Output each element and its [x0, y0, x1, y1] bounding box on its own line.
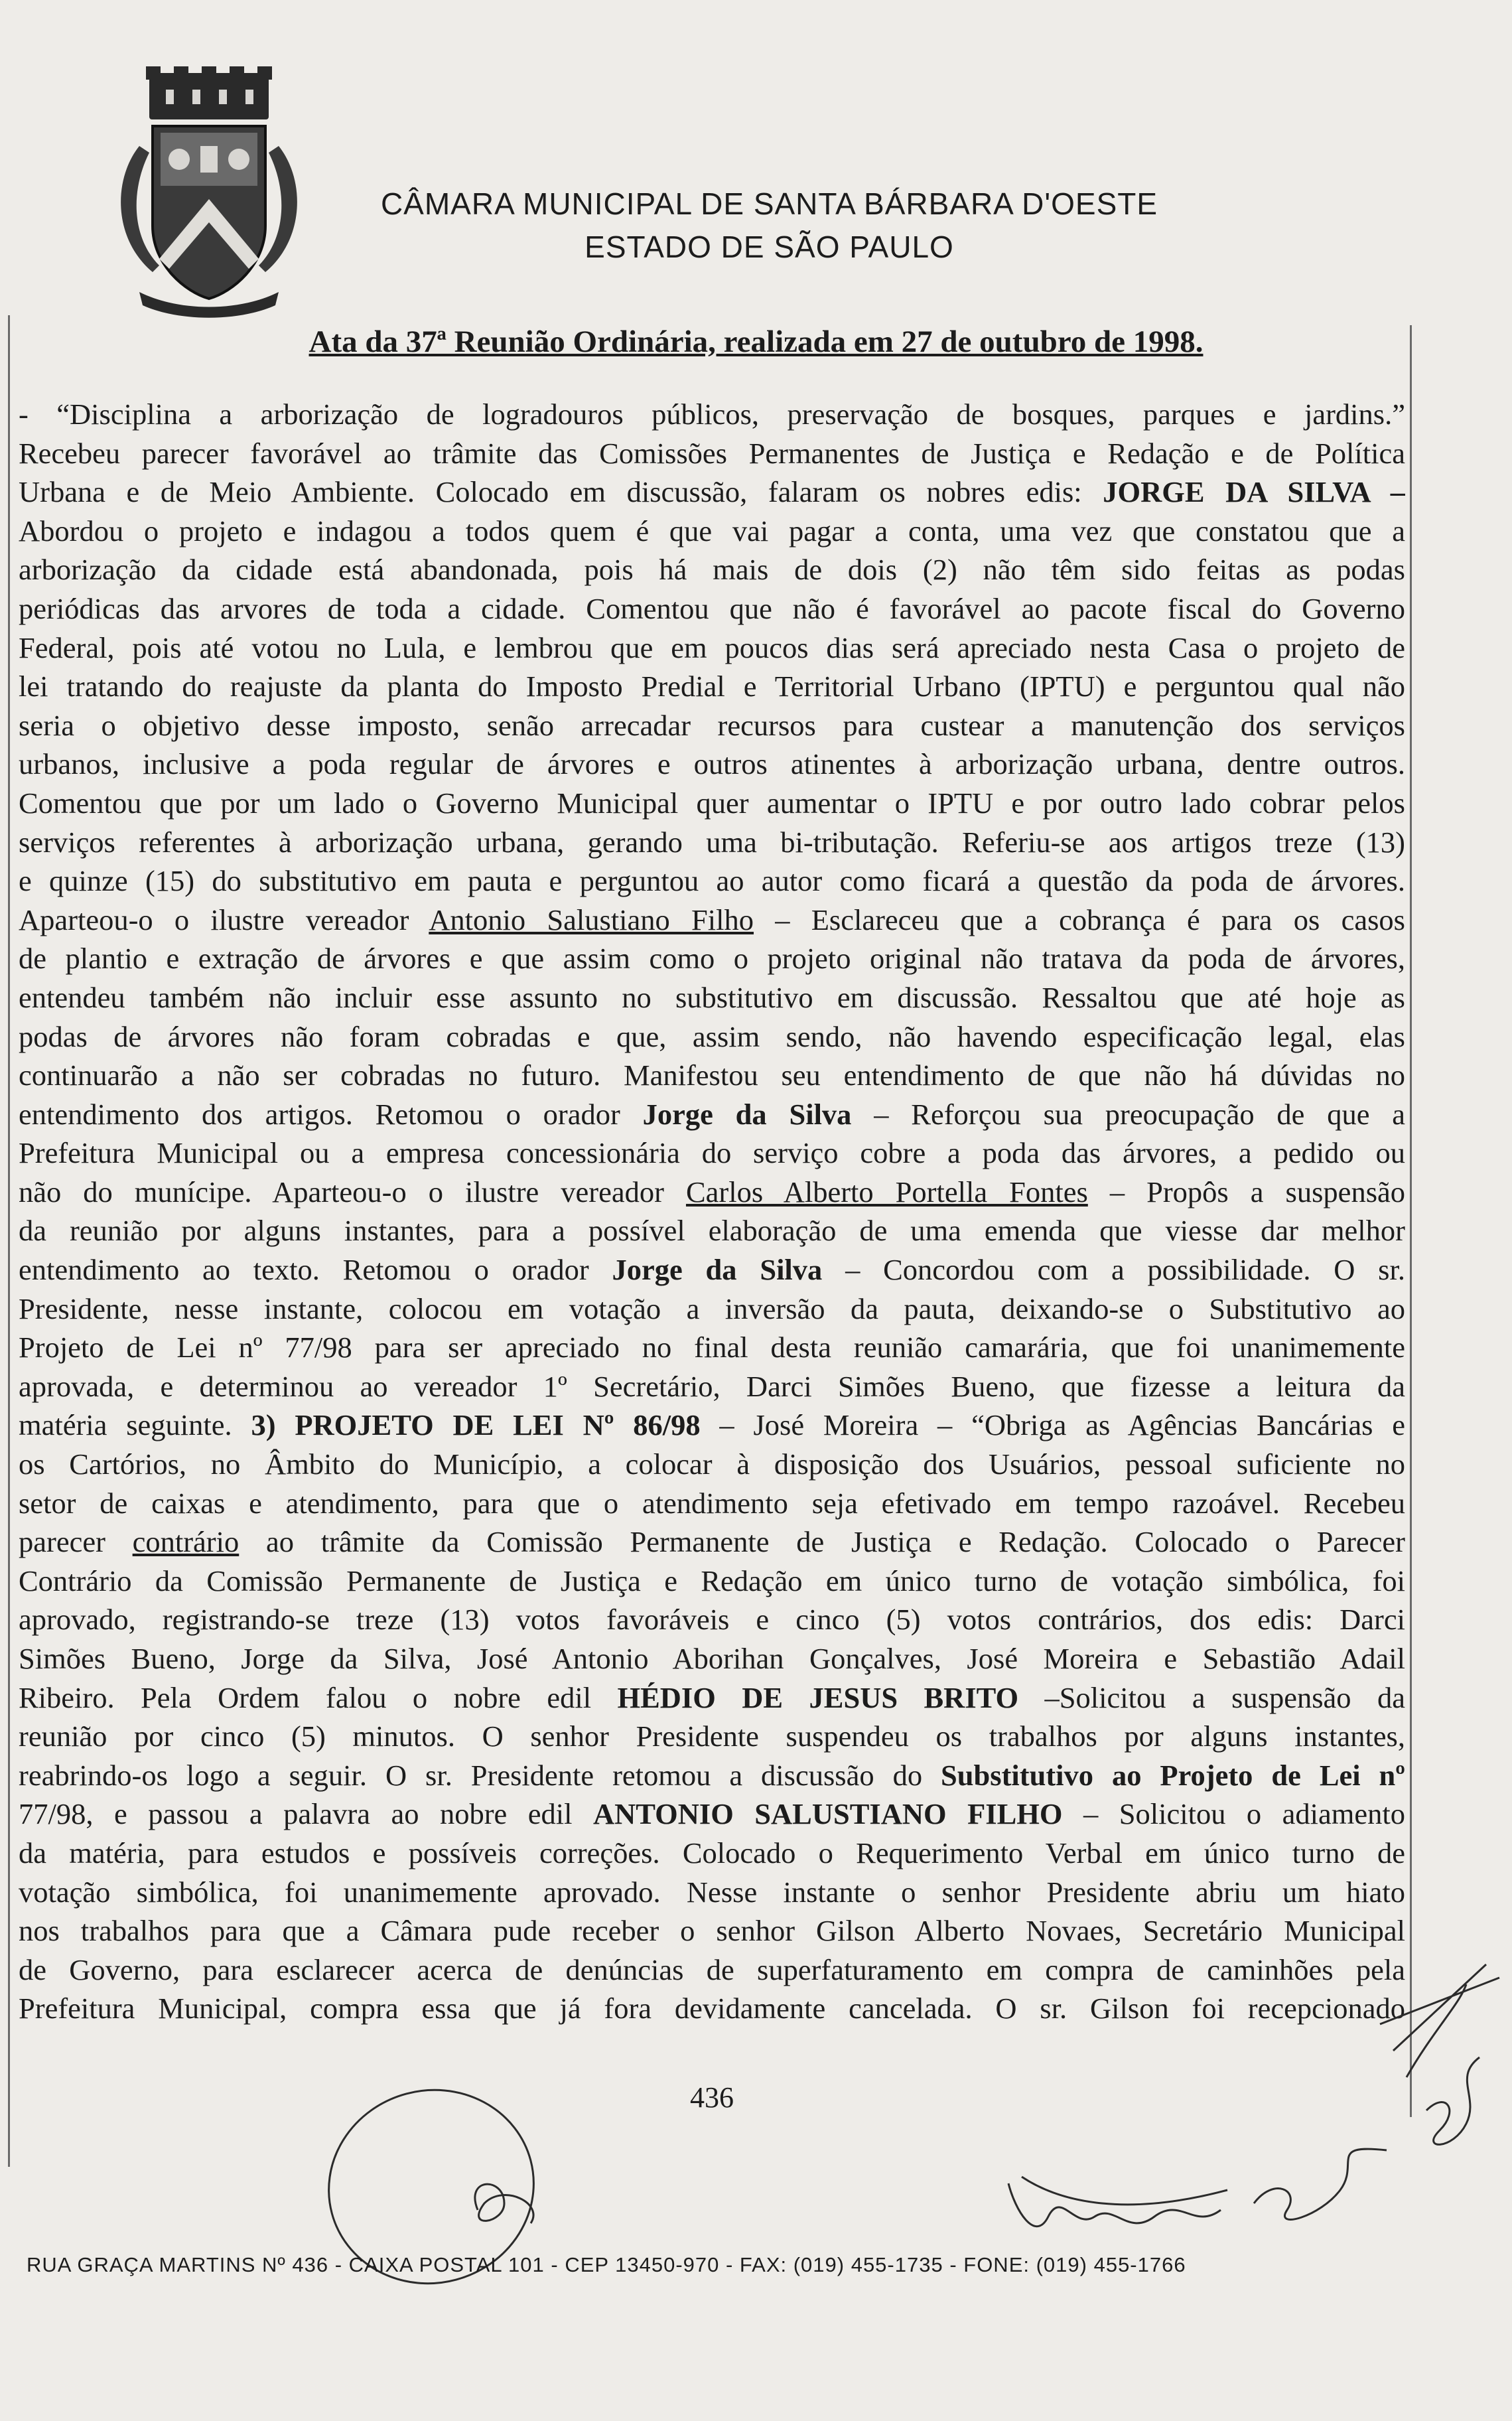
text-line: Projeto de Lei nº 77/98 para ser apreciado no final desta reunião camarária, que foi unanimemente [19, 1331, 1405, 1364]
text-line: - “Disciplina a arborização de logradouros públicos, preservação de bosques, parques e jardins.” [19, 398, 1405, 431]
text-line: seria o objetivo desse imposto, senão arrecadar recursos para custear a manutenção dos serviços [19, 708, 1405, 742]
text-line: Contrário da Comissão Permanente de Justiça e Redação em único turno de votação simbólica, foi [19, 1564, 1405, 1597]
text-line: Recebeu parecer favorável ao trâmite das Comissões Permanentes de Justiça e Redação e de Política [19, 436, 1405, 470]
text-line: parecer contrário ao trâmite da Comissão Permanente de Justiça e Redação. Colocado o Parecer [19, 1525, 1405, 1559]
text-line: e quinze (15) do substitutivo em pauta e perguntou ao autor como ficará a questão da poda de árvores. [19, 864, 1405, 898]
address-footer: RUA GRAÇA MARTINS Nº 436 - CAIXA POSTAL 101 - CEP 13450-970 - FAX: (019) 455-1735 - FONE: (019) 455-1766 [27, 2253, 1186, 2276]
text-line: lei tratando do reajuste da planta do Imposto Predial e Territorial Urbano (IPTU) e perguntou qual não [19, 670, 1405, 703]
text-line: Prefeitura Municipal ou a empresa concessionária do serviço cobre a poda das árvores, a pedido ou [19, 1136, 1405, 1170]
state-name: ESTADO DE SÃO PAULO [584, 230, 954, 264]
text-line: serviços referentes à arborização urbana, gerando uma bi-tributação. Referiu-se aos artigos treze (13) [19, 825, 1405, 859]
text-line: votação simbólica, foi unanimemente aprovado. Nesse instante o senhor Presidente abriu um hiato [19, 1875, 1405, 1909]
text-line: matéria seguinte. 3) PROJETO DE LEI Nº 86/98 – José Moreira – “Obriga as Agências Bancárias e [19, 1408, 1405, 1442]
left-margin-line [8, 315, 10, 2167]
text-line: Ribeiro. Pela Ordem falou o nobre edil HÉDIO DE JESUS BRITO –Solicitou a suspensão da [19, 1680, 1405, 1714]
text-line: Simões Bueno, Jorge da Silva, José Antonio Aborihan Gonçalves, José Moreira e Sebastião Adail [19, 1642, 1405, 1675]
text-line: reabrindo-os logo a seguir. O sr. Presidente retomou a discussão do Substitutivo ao Projeto de Lei nº [19, 1758, 1405, 1792]
text-line: Presidente, nesse instante, colocou em votação a inversão da pauta, deixando-se o Substitutivo ao [19, 1291, 1405, 1325]
text-line: 77/98, e passou a palavra ao nobre edil ANTONIO SALUSTIANO FILHO – Solicitou o adiamento [19, 1797, 1405, 1831]
minutes-title: Ata da 37ª Reunião Ordinária, realizada em 27 de outubro de 1998. [309, 325, 1203, 359]
text-line: setor de caixas e atendimento, para que o atendimento seja efetivado em tempo razoável. Recebeu [19, 1486, 1405, 1520]
text-line: de Governo, para esclarecer acerca de denúncias de superfaturamento em compra de caminhões pela [19, 1952, 1405, 1986]
text-line: arborização da cidade está abandonada, pois há mais de dois (2) não têm sido feitas as podas [19, 553, 1405, 587]
text-line: Comentou que por um lado o Governo Municipal quer aumentar o IPTU e por outro lado cobrar pelos [19, 786, 1405, 820]
right-margin-line [1410, 325, 1412, 2117]
text-line: entendeu também não incluir esse assunto no substitutivo em discussão. Ressaltou que até hoje as [19, 980, 1405, 1014]
text-line: podas de árvores não foram cobradas e que, assim sendo, não havendo especificação legal, elas [19, 1019, 1405, 1053]
text-line: Urbana e de Meio Ambiente. Colocado em discussão, falaram os nobres edis: JORGE DA SILVA – [19, 475, 1405, 509]
text-line: reunião por cinco (5) minutos. O senhor Presidente suspendeu os trabalhos por alguns instantes, [19, 1720, 1405, 1753]
text-line: entendimento dos artigos. Retomou o orador Jorge da Silva – Reforçou sua preocupação de que a [19, 1097, 1405, 1131]
text-line: não do munícipe. Aparteou-o o ilustre vereador Carlos Alberto Portella Fontes – Propôs a suspensão [19, 1175, 1405, 1209]
text-line: entendimento ao texto. Retomou o orador Jorge da Silva – Concordou com a possibilidade. O sr. [19, 1253, 1405, 1287]
chamber-name: CÂMARA MUNICIPAL DE SANTA BÁRBARA D'OESTE [380, 186, 1158, 221]
text-line: nos trabalhos para que a Câmara pude receber o senhor Gilson Alberto Novaes, Secretário Municipal [19, 1914, 1405, 1948]
text-line: de plantio e extração de árvores e que assim como o projeto original não tratava da poda de árvores, [19, 942, 1405, 976]
text-line: Federal, pois até votou no Lula, e lembrou que em poucos dias será apreciado nesta Casa o projeto de [19, 630, 1405, 664]
text-line: os Cartórios, no Âmbito do Município, a colocar à disposição dos Usuários, pessoal suficiente no [19, 1447, 1405, 1481]
text-line: aprovado, registrando-se treze (13) votos favoráveis e cinco (5) votos contrários, dos edis: Darci [19, 1603, 1405, 1637]
text-line: Prefeitura Municipal, compra essa que já fora devidamente cancelada. O sr. Gilson foi recepcionado [19, 1992, 1405, 2025]
page-number: 436 [690, 2081, 734, 2114]
text-line: urbanos, inclusive a poda regular de árvores e outros atinentes à arborização urbana, dentre outros. [19, 747, 1405, 781]
text-line: da matéria, para estudos e possíveis correções. Colocado o Requerimento Verbal em único turno de [19, 1836, 1405, 1870]
text-line: aprovada, e determinou ao vereador 1º Secretário, Darci Simões Bueno, que fizesse a leitura da [19, 1369, 1405, 1403]
text-line: periódicas das arvores de toda a cidade. Comentou que não é favorável ao pacote fiscal do Governo [19, 591, 1405, 625]
minutes-body [19, 395, 1405, 2028]
text-line: Abordou o projeto e indagou a todos quem é que vai pagar a conta, uma vez que constatou que a [19, 514, 1405, 548]
text-line: Aparteou-o o ilustre vereador Antonio Salustiano Filho – Esclareceu que a cobrança é para os casos [19, 903, 1405, 936]
text-line: continuarão a não ser cobradas no futuro. Manifestou seu entendimento de que não há dúvidas no [19, 1059, 1405, 1092]
text-line: da reunião por alguns instantes, para a possível elaboração de uma emenda que viesse dar melhor [19, 1214, 1405, 1248]
